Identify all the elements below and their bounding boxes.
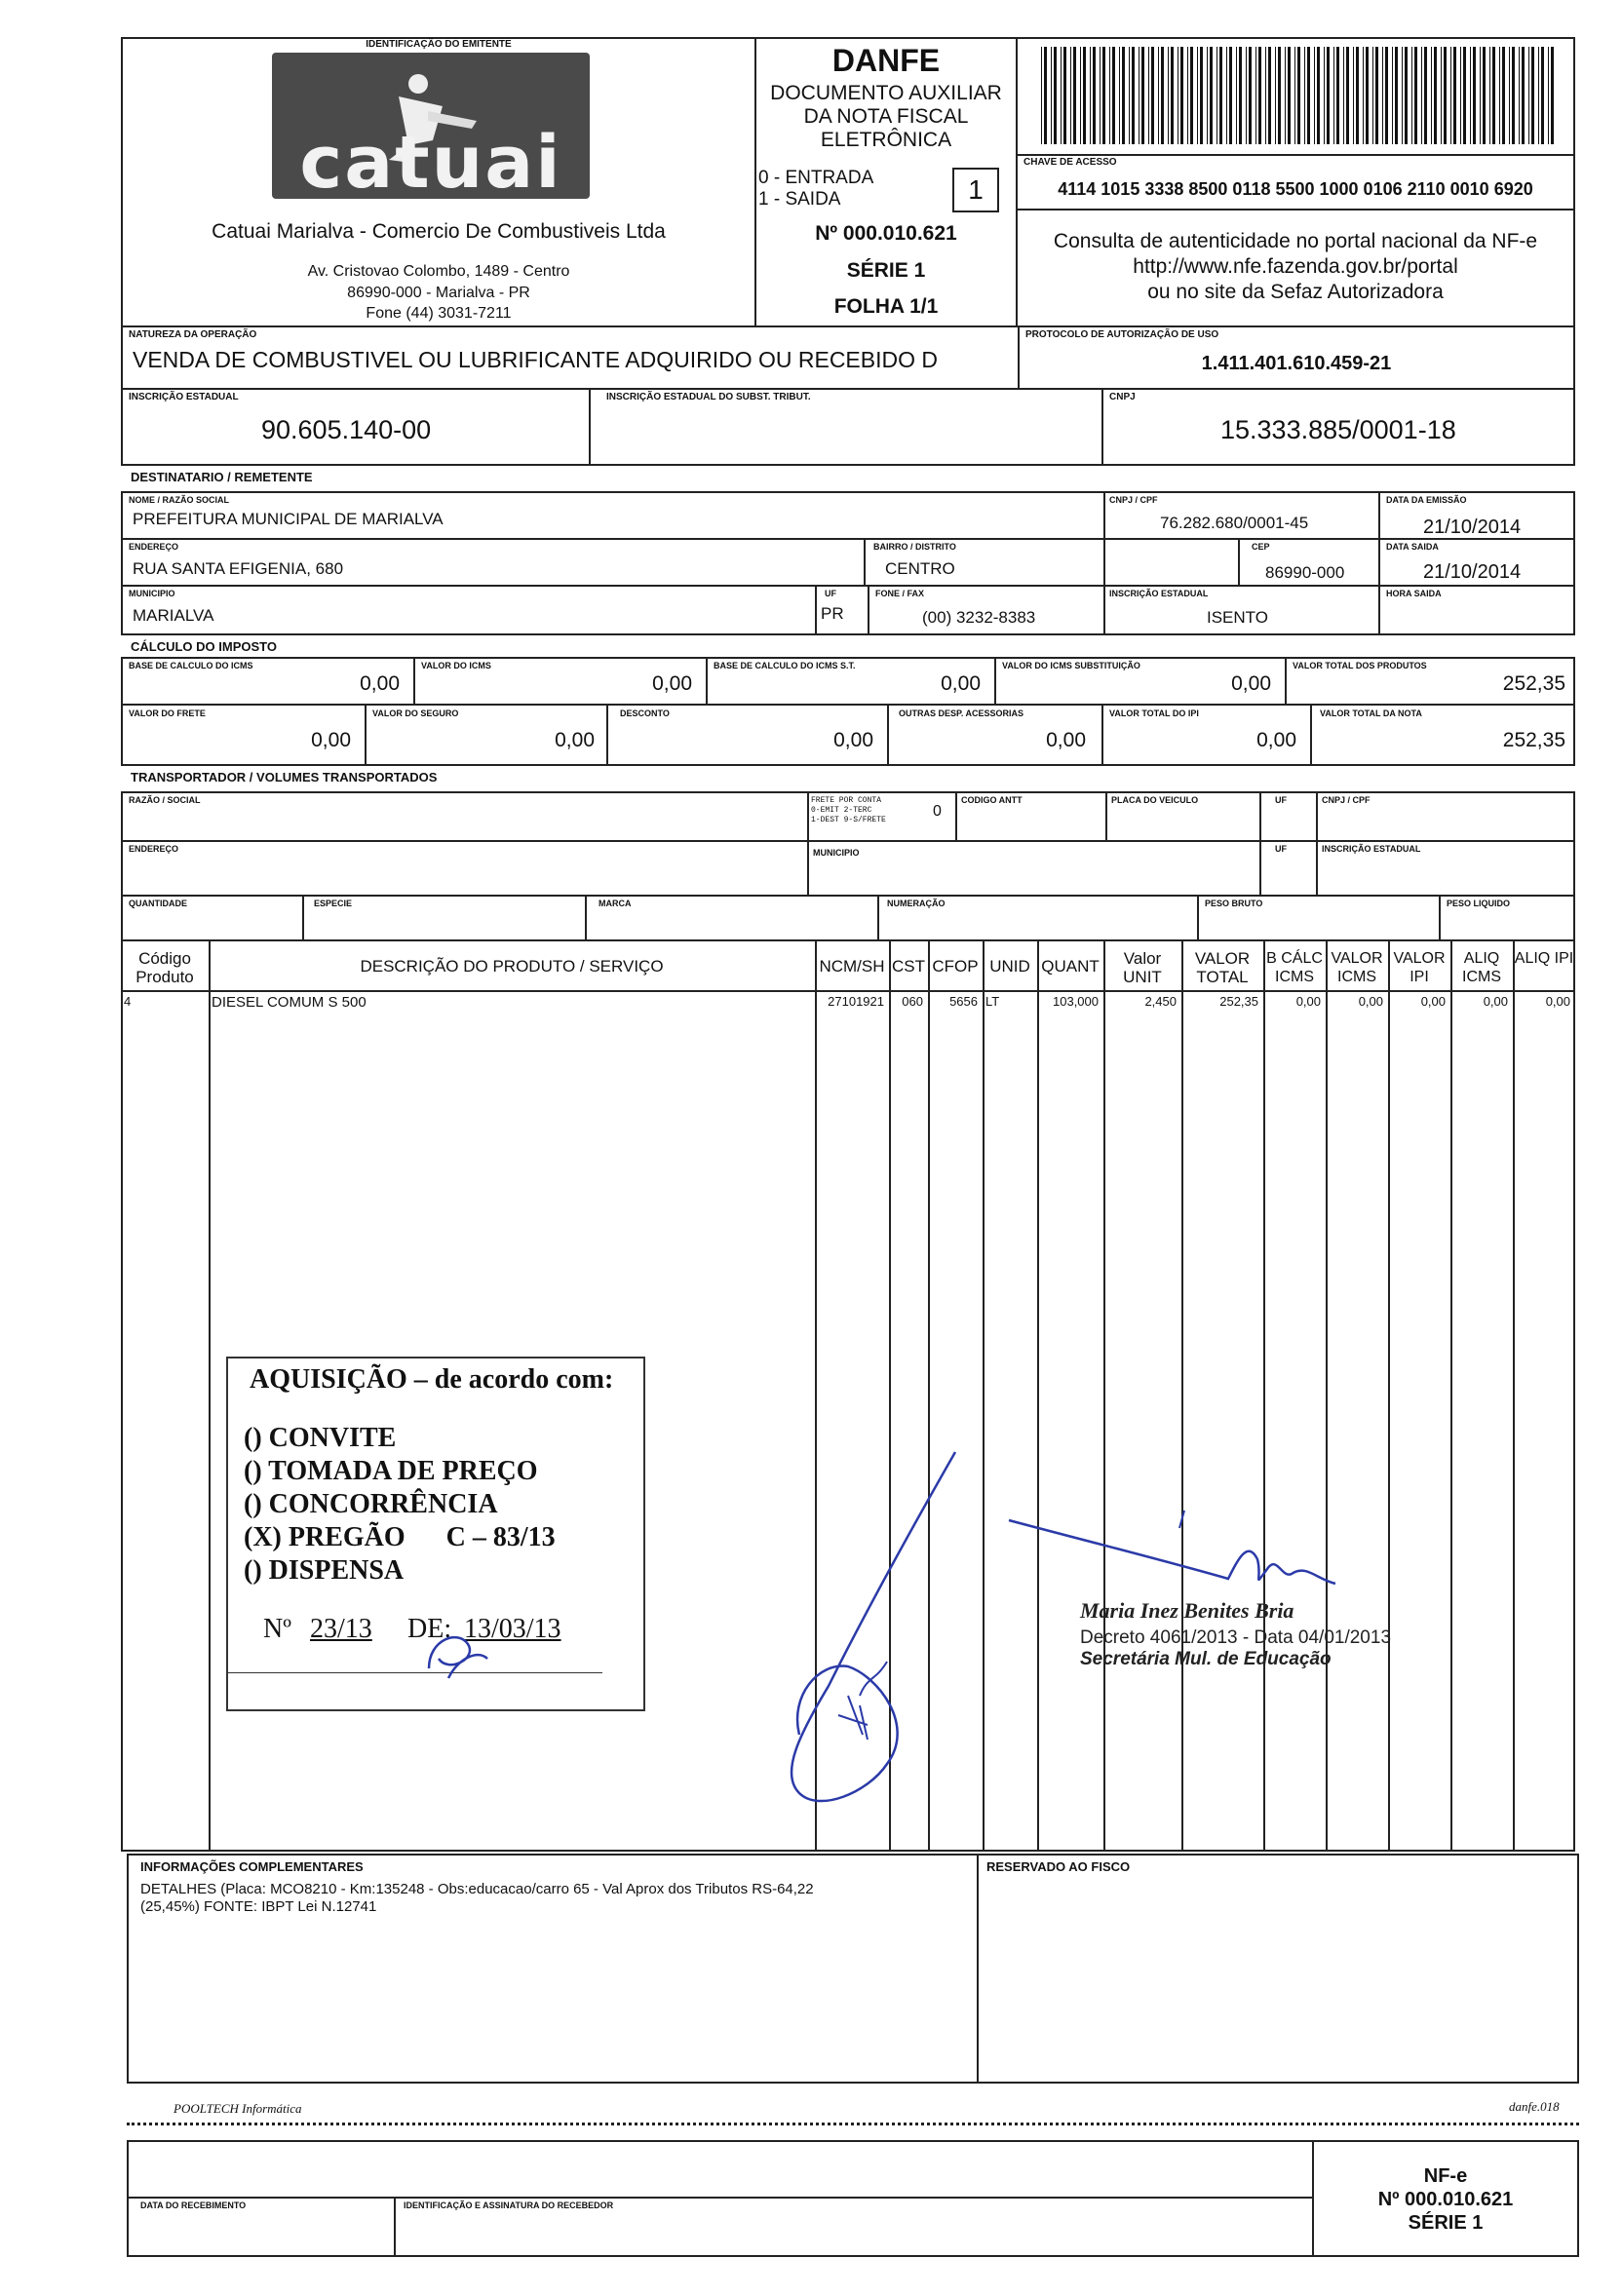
outras-desp-label: OUTRAS DESP. ACESSORIAS — [899, 708, 1024, 718]
barcode-bar — [1392, 47, 1393, 144]
barcode-bar — [1307, 47, 1310, 144]
barcode-bar — [1492, 47, 1495, 144]
peso-bruto-label: PESO BRUTO — [1205, 899, 1263, 908]
barcode-bar — [1288, 47, 1291, 144]
marca-label: MARCA — [599, 899, 632, 908]
barcode-bar — [1522, 47, 1525, 144]
transp-ie-label: INSCRIÇÃO ESTADUAL — [1322, 844, 1421, 854]
natureza-value: VENDA DE COMBUSTIVEL OU LUBRIFICANTE ADQUIRIDO OU RECEBIDO D — [133, 347, 939, 372]
emitente-address2: 86990-000 - Marialva - PR — [347, 285, 530, 301]
barcode-bar — [1541, 47, 1544, 144]
dest-cep-label: CEP — [1252, 542, 1270, 552]
dest-ie: ISENTO — [1207, 608, 1268, 627]
seguro-label: VALOR DO SEGURO — [372, 708, 459, 718]
barcode-bar — [1109, 47, 1110, 144]
outras-desp-value: 0,00 — [1046, 729, 1086, 751]
dest-cep: 86990-000 — [1265, 563, 1345, 582]
barcode-bar — [1168, 47, 1169, 144]
danfe-title: DANFE — [831, 43, 941, 78]
dest-endereco: RUA SANTA EFIGENIA, 680 — [133, 559, 344, 578]
info-text-line1: DETALHES (Placa: MCO8210 - Km:135248 - Obs:educacao/carro 65 - Val Aprox dos Tributos RS-64,22 — [140, 1881, 814, 1897]
barcode-bar — [1246, 47, 1247, 144]
stamp-data-label: DE: — [407, 1614, 452, 1644]
ie-st-label: INSCRIÇÃO ESTADUAL DO SUBST. TRIBUT. — [606, 392, 811, 402]
dest-saida-label: DATA SAIDA — [1386, 542, 1439, 552]
cut-line — [127, 2123, 1579, 2125]
dest-nome: PREFEITURA MUNICIPAL DE MARIALVA — [133, 510, 444, 528]
barcode-bar — [1187, 47, 1188, 144]
barcode-bar — [1414, 47, 1417, 144]
dest-emissao: 21/10/2014 — [1423, 517, 1522, 538]
transp-endereco-label: ENDEREÇO — [129, 844, 179, 854]
barcode-bar — [1450, 47, 1451, 144]
barcode-bar — [1327, 47, 1330, 144]
barcode-bar — [1528, 47, 1529, 144]
consulta-line2: http://www.nfe.fazenda.gov.br/portal — [1133, 255, 1458, 278]
dest-municipio-label: MUNICIPIO — [129, 589, 175, 598]
dest-endereco-label: ENDEREÇO — [129, 542, 179, 552]
fisco-label: RESERVADO AO FISCO — [986, 1859, 1131, 1874]
barcode-bar — [1519, 47, 1520, 144]
barcode-bar — [1051, 47, 1052, 144]
produtos-cell: 2,450 — [1144, 994, 1177, 1009]
barcode-bar — [1207, 47, 1208, 144]
barcode-bar — [1093, 47, 1096, 144]
barcode-bar — [1200, 47, 1203, 144]
transp-razao-label: RAZÃO / SOCIAL — [129, 795, 201, 805]
barcode-bar — [1317, 47, 1320, 144]
barcode-bar — [1297, 47, 1300, 144]
produtos-header-cell: ALIQ IPI — [1514, 950, 1574, 967]
produtos-cell: 060 — [902, 994, 923, 1009]
frete-line1: FRETE POR CONTA — [811, 796, 882, 805]
transp-uf2-label: UF — [1275, 844, 1287, 854]
icms-st-value: 0,00 — [1231, 672, 1271, 695]
icms-base-value: 0,00 — [360, 672, 400, 695]
handwritten-signature-1 — [409, 1442, 994, 1832]
barcode-bar — [1102, 47, 1105, 144]
canhoto-nfe: NF-e — [1423, 2165, 1468, 2187]
emitente-name: Catuai Marialva - Comercio De Combustiveis Ltda — [212, 220, 666, 243]
barcode-bar — [1460, 47, 1461, 144]
signature-stamp — [1080, 1598, 1392, 1670]
emitente-address1: Av. Cristovao Colombo, 1489 - Centro — [307, 263, 570, 280]
barcode-bar — [1470, 47, 1471, 144]
danfe-entrada: 0 - ENTRADA — [758, 168, 874, 188]
danfe-type-box: 1 — [952, 168, 999, 212]
canhoto-numero: Nº 000.010.621 — [1377, 2189, 1514, 2210]
desconto-value: 0,00 — [833, 729, 873, 751]
imposto-heading: CÁLCULO DO IMPOSTO — [131, 639, 277, 654]
barcode-bar — [1112, 47, 1115, 144]
barcode-bar — [1434, 47, 1437, 144]
quantidade-label: QUANTIDADE — [129, 899, 187, 908]
info-text-line2: (25,45%) FONTE: IBPT Lei N.12741 — [140, 1898, 377, 1915]
barcode-bar — [1402, 47, 1403, 144]
form-code: danfe.018 — [1509, 2099, 1560, 2114]
company-logo — [272, 53, 590, 205]
produtos-header-cell: Valor UNIT — [1123, 949, 1162, 986]
consulta-line1: Consulta de autenticidade no portal nacional da NF-e — [1053, 230, 1538, 252]
seguro-value: 0,00 — [555, 729, 595, 751]
barcode-bar — [1512, 47, 1515, 144]
stamp-option-dispensa: () DISPENSA — [244, 1555, 405, 1586]
barcode-bar — [1219, 47, 1222, 144]
chave-label: CHAVE DE ACESSO — [1023, 157, 1117, 168]
numeracao-label: NUMERAÇÃO — [887, 899, 946, 908]
icms-base-label: BASE DE CALCULO DO ICMS — [129, 661, 253, 670]
barcode-bar — [1161, 47, 1164, 144]
barcode-bar — [1375, 47, 1378, 144]
icms-value-label: VALOR DO ICMS — [421, 661, 491, 670]
consulta-line3: ou no site da Sefaz Autorizadora — [1147, 281, 1444, 303]
danfe-subtitle1: DOCUMENTO AUXILIAR — [770, 82, 1002, 104]
produtos-header-cell: CFOP — [932, 957, 979, 976]
dest-hora-label: HORA SAIDA — [1386, 589, 1442, 598]
canhoto-serie: SÉRIE 1 — [1408, 2212, 1484, 2234]
barcode-bar — [1063, 47, 1066, 144]
software-credit: POOLTECH Informática — [174, 2101, 302, 2116]
barcode-bar — [1294, 47, 1295, 144]
barcode-bar — [1216, 47, 1217, 144]
barcode-bar — [1411, 47, 1412, 144]
barcode-bar — [1278, 47, 1281, 144]
dest-uf: PR — [821, 604, 844, 623]
produtos-header-cell: UNID — [989, 957, 1030, 976]
produtos-header-cell: NCM/SH — [819, 957, 885, 976]
stamp-option-convite: () CONVITE — [244, 1423, 397, 1453]
barcode-bar — [1229, 47, 1232, 144]
barcode-bar — [1509, 47, 1510, 144]
emitente-label: IDENTIFICAÇÃO DO EMITENTE — [366, 39, 512, 50]
barcode-bar — [1141, 47, 1144, 144]
barcode-bar — [1431, 47, 1432, 144]
barcode-bar — [1489, 47, 1490, 144]
barcode-bar — [1285, 47, 1286, 144]
barcode-bar — [1353, 47, 1354, 144]
barcode-bar — [1255, 47, 1256, 144]
produtos-header-cell: B CÁLC ICMS — [1266, 950, 1323, 985]
transp-municipio-label: MUNICIPIO — [813, 848, 860, 858]
canhoto-data-label: DATA DO RECEBIMENTO — [140, 2200, 247, 2210]
danfe-saida: 1 - SAIDA — [758, 189, 841, 210]
barcode-bar — [1395, 47, 1398, 144]
produtos-header-cell: QUANT — [1041, 957, 1100, 976]
dest-municipio: MARIALVA — [133, 606, 214, 625]
ie-label: INSCRIÇÃO ESTADUAL — [129, 392, 239, 402]
total-nota-value: 252,35 — [1502, 729, 1565, 751]
barcode-bar — [1483, 47, 1486, 144]
barcode-bar — [1249, 47, 1252, 144]
danfe-number: Nº 000.010.621 — [815, 222, 957, 245]
info-label: INFORMAÇÕES COMPLEMENTARES — [140, 1859, 364, 1874]
barcode-bar — [1044, 47, 1047, 144]
canhoto-assinatura-label: IDENTIFICAÇÃO E ASSINATURA DO RECEBEDOR — [404, 2200, 614, 2210]
protocolo-label: PROTOCOLO DE AUTORIZAÇÃO DE USO — [1025, 329, 1219, 340]
transp-cnpj-label: CNPJ / CPF — [1322, 795, 1371, 805]
barcode-bar — [1236, 47, 1237, 144]
barcode-bar — [1122, 47, 1125, 144]
barcode — [1041, 47, 1558, 144]
barcode-bar — [1148, 47, 1149, 144]
barcode-bar — [1421, 47, 1422, 144]
produtos-header-cell: DESCRIÇÃO DO PRODUTO / SERVIÇO — [360, 957, 664, 976]
barcode-bar — [1538, 47, 1539, 144]
produtos-cell: 0,00 — [1295, 994, 1321, 1009]
barcode-bar — [1531, 47, 1534, 144]
barcode-bar — [1480, 47, 1481, 144]
total-produtos-value: 252,35 — [1502, 672, 1565, 695]
barcode-bar — [1171, 47, 1174, 144]
barcode-bar — [1551, 47, 1554, 144]
danfe-subtitle3: ELETRÔNICA — [820, 129, 952, 151]
barcode-bar — [1080, 47, 1081, 144]
barcode-bar — [1356, 47, 1359, 144]
logo-text: catuai — [299, 121, 562, 205]
signer-name: Maria Inez Benites Bria — [1080, 1598, 1294, 1623]
barcode-bar — [1382, 47, 1383, 144]
barcode-bar — [1366, 47, 1369, 144]
barcode-bar — [1226, 47, 1227, 144]
barcode-bar — [1275, 47, 1276, 144]
barcode-bar — [1405, 47, 1408, 144]
barcode-bar — [1324, 47, 1325, 144]
barcode-bar — [1314, 47, 1315, 144]
stamp-option-tomada: () TOMADA DE PREÇO — [244, 1456, 538, 1486]
cnpj-value: 15.333.885/0001-18 — [1220, 415, 1456, 444]
barcode-bar — [1424, 47, 1427, 144]
barcode-bar — [1119, 47, 1120, 144]
barcode-bar — [1385, 47, 1388, 144]
danfe-subtitle2: DA NOTA FISCAL — [803, 105, 969, 128]
frete-value: 0 — [933, 803, 942, 820]
transportador-heading: TRANSPORTADOR / VOLUMES TRANSPORTADOS — [131, 770, 438, 784]
produtos-header-cell: VALOR ICMS — [1331, 950, 1383, 985]
produtos-cell: 0,00 — [1420, 994, 1446, 1009]
produtos-header-cell: CST — [892, 957, 925, 976]
signer-cargo: Secretária Mul. de Educação — [1080, 1649, 1332, 1669]
frete-line2: 0-EMIT 2-TERC — [811, 806, 872, 815]
dest-uf-label: UF — [825, 589, 836, 598]
dest-saida: 21/10/2014 — [1423, 561, 1522, 583]
destinatario-heading: DESTINATARIO / REMETENTE — [131, 470, 313, 484]
dest-bairro: CENTRO — [885, 559, 955, 578]
antt-label: CODIGO ANTT — [961, 795, 1023, 805]
barcode-bar — [1100, 47, 1101, 144]
ipi-value: 0,00 — [1256, 729, 1296, 751]
placa-label: PLACA DO VEICULO — [1111, 795, 1199, 805]
barcode-bar — [1441, 47, 1442, 144]
barcode-bar — [1061, 47, 1062, 144]
peso-liquido-label: PESO LIQUIDO — [1447, 899, 1511, 908]
barcode-bar — [1463, 47, 1466, 144]
barcode-bar — [1502, 47, 1505, 144]
produtos-cell: 27101921 — [828, 994, 884, 1009]
barcode-bar — [1548, 47, 1549, 144]
barcode-bar — [1343, 47, 1344, 144]
barcode-bar — [1346, 47, 1349, 144]
icms-st-base-value: 0,00 — [941, 672, 981, 695]
barcode-bar — [1180, 47, 1183, 144]
produtos-header-cell: Código Produto — [135, 949, 194, 986]
icms-st-base-label: BASE DE CALCULO DO ICMS S.T. — [714, 661, 856, 670]
barcode-bar — [1473, 47, 1476, 144]
dest-fone: (00) 3232-8383 — [922, 608, 1036, 627]
barcode-bar — [1304, 47, 1305, 144]
barcode-bar — [1499, 47, 1500, 144]
dest-ie-label: INSCRIÇÃO ESTADUAL — [1109, 589, 1209, 598]
initials-mark — [419, 1629, 497, 1688]
stamp-data: 13/03/13 — [464, 1614, 561, 1644]
barcode-bar — [1070, 47, 1071, 144]
barcode-bar — [1132, 47, 1135, 144]
barcode-bar — [1073, 47, 1076, 144]
barcode-bar — [1265, 47, 1266, 144]
barcode-bar — [1054, 47, 1057, 144]
danfe-serie: SÉRIE 1 — [846, 259, 926, 282]
barcode-bar — [1239, 47, 1242, 144]
barcode-bar — [1363, 47, 1364, 144]
dest-cnpj: 76.282.680/0001-45 — [1160, 514, 1309, 532]
barcode-bar — [1129, 47, 1130, 144]
barcode-bar — [1158, 47, 1159, 144]
produtos-cell: 4 — [124, 994, 132, 1009]
frete-label: VALOR DO FRETE — [129, 708, 206, 718]
stamp-option-concorrencia: () CONCORRÊNCIA — [244, 1489, 498, 1519]
danfe-folha: FOLHA 1/1 — [833, 295, 939, 318]
produtos-header-cell: VALOR IPI — [1393, 950, 1446, 985]
barcode-bar — [1333, 47, 1334, 144]
dest-nome-label: NOME / RAZÃO SOCIAL — [129, 495, 229, 505]
cnpj-label: CNPJ — [1109, 392, 1136, 402]
barcode-bar — [1190, 47, 1193, 144]
produtos-cell: 5656 — [949, 994, 978, 1009]
barcode-bar — [1090, 47, 1091, 144]
ipi-label: VALOR TOTAL DO IPI — [1109, 708, 1199, 718]
barcode-bar — [1083, 47, 1086, 144]
chave-value: 4114 1015 3338 8500 0118 5500 1000 0106 2110 0010 6920 — [1058, 179, 1533, 199]
barcode-bar — [1258, 47, 1261, 144]
barcode-bar — [1336, 47, 1339, 144]
barcode-bar — [1268, 47, 1271, 144]
barcode-bar — [1197, 47, 1198, 144]
natureza-label: NATUREZA DA OPERAÇÃO — [129, 329, 257, 340]
transp-uf-label: UF — [1275, 795, 1287, 805]
dest-cnpj-label: CNPJ / CPF — [1109, 495, 1158, 505]
stamp-numero-label: Nº — [263, 1614, 291, 1644]
desconto-label: DESCONTO — [620, 708, 670, 718]
icms-st-label: VALOR DO ICMS SUBSTITUIÇÃO — [1002, 661, 1140, 670]
icms-value: 0,00 — [652, 672, 692, 695]
produtos-cell: 103,000 — [1053, 994, 1099, 1009]
dest-emissao-label: DATA DA EMISSÃO — [1386, 495, 1467, 505]
protocolo-value: 1.411.401.610.459-21 — [1201, 353, 1392, 374]
total-nota-label: VALOR TOTAL DA NOTA — [1320, 708, 1422, 718]
barcode-bar — [1453, 47, 1456, 144]
produtos-cell: LT — [985, 994, 1000, 1009]
barcode-bar — [1041, 47, 1042, 144]
ie-value: 90.605.140-00 — [261, 415, 432, 444]
total-produtos-label: VALOR TOTAL DOS PRODUTOS — [1293, 661, 1427, 670]
produtos-header-cell: ALIQ ICMS — [1462, 950, 1501, 985]
signer-decreto: Decreto 4061/2013 - Data 04/01/2013 — [1080, 1627, 1392, 1648]
produtos-cell: 0,00 — [1483, 994, 1508, 1009]
stamp-title: AQUISIÇÃO – de acordo com: — [250, 1364, 614, 1395]
emitente-phone: Fone (44) 3031-7211 — [366, 305, 512, 322]
stamp-option-pregao: (X) PREGÃO C – 83/13 — [244, 1522, 556, 1552]
barcode-bar — [1444, 47, 1447, 144]
produtos-cell: 252,35 — [1219, 994, 1258, 1009]
barcode-bar — [1210, 47, 1213, 144]
produtos-cell: 0,00 — [1545, 994, 1570, 1009]
stamp-numero: 23/13 — [310, 1614, 372, 1644]
frete-line3: 1-DEST 9-S/FRETE — [811, 816, 886, 824]
barcode-bar — [1151, 47, 1154, 144]
especie-label: ESPECIE — [314, 899, 353, 908]
dest-bairro-label: BAIRRO / DISTRITO — [873, 542, 956, 552]
produtos-cell: 0,00 — [1358, 994, 1383, 1009]
produtos-header-cell: VALOR TOTAL — [1194, 949, 1251, 986]
frete-value: 0,00 — [311, 729, 351, 751]
dest-fone-label: FONE / FAX — [875, 589, 925, 598]
barcode-bar — [1372, 47, 1373, 144]
produtos-cell: DIESEL COMUM S 500 — [212, 994, 367, 1011]
